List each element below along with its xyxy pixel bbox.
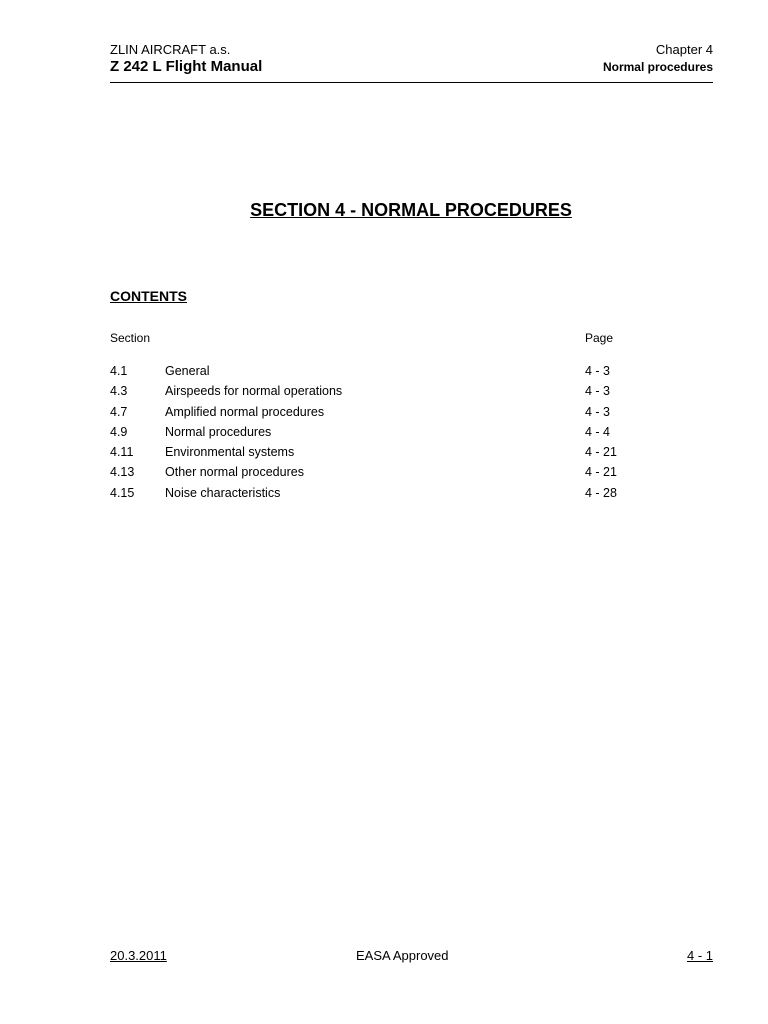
- page-footer: [110, 948, 713, 968]
- toc-section-title: Noise characteristics: [165, 485, 281, 500]
- page-column-header: Page: [585, 331, 614, 345]
- toc-page-number: 4 - 3: [585, 404, 611, 419]
- toc-page-number: 4 - 28: [585, 485, 617, 500]
- toc-section-title: Other normal procedures: [165, 465, 304, 480]
- toc-section-title: Airspeeds for normal operations: [165, 384, 343, 399]
- company-name: ZLIN AIRCRAFT a.s.: [110, 42, 231, 57]
- toc-row: [110, 405, 670, 425]
- toc-page-number: 4 - 3: [585, 384, 611, 399]
- toc-page-number: 4 - 3: [585, 364, 611, 378]
- toc-section-number: 4.15: [110, 485, 135, 500]
- section-column-header: Section: [110, 331, 151, 345]
- toc-section-title: Amplified normal procedures: [165, 404, 325, 419]
- revision-date: 20.3.2011: [110, 948, 167, 963]
- toc-section-title: Environmental systems: [165, 445, 295, 460]
- toc-section-title: General: [165, 364, 210, 378]
- toc-row: [110, 465, 670, 485]
- manual-title: Z 242 L Flight Manual: [110, 58, 263, 75]
- toc-page-number: 4 - 21: [585, 465, 617, 480]
- chapter-title: Normal procedures: [602, 60, 713, 74]
- page-number: 4 - 1: [686, 948, 713, 963]
- contents-heading: CONTENTS: [110, 288, 187, 304]
- toc-section-number: 4.9: [110, 424, 128, 439]
- toc-page-number: 4 - 21: [585, 445, 617, 460]
- toc-section-title: Normal procedures: [165, 424, 272, 439]
- toc-page-number: 4 - 4: [585, 424, 611, 439]
- toc-section-number: 4.3: [110, 384, 128, 399]
- section-title: SECTION 4 - NORMAL PROCEDURES: [250, 200, 572, 220]
- chapter-number: Chapter 4: [655, 42, 713, 57]
- toc-section-number: 4.13: [110, 465, 135, 480]
- toc-section-number: 4.1: [110, 364, 128, 378]
- toc-section-number: 4.7: [110, 404, 128, 419]
- contents-table: [110, 364, 670, 506]
- approval-status: EASA Approved: [356, 948, 449, 963]
- toc-row: [110, 445, 670, 465]
- toc-row: [110, 486, 670, 506]
- toc-row: [110, 425, 670, 445]
- toc-section-number: 4.11: [110, 445, 134, 460]
- toc-row: [110, 364, 670, 384]
- page-header: [110, 42, 713, 83]
- toc-row: [110, 384, 670, 404]
